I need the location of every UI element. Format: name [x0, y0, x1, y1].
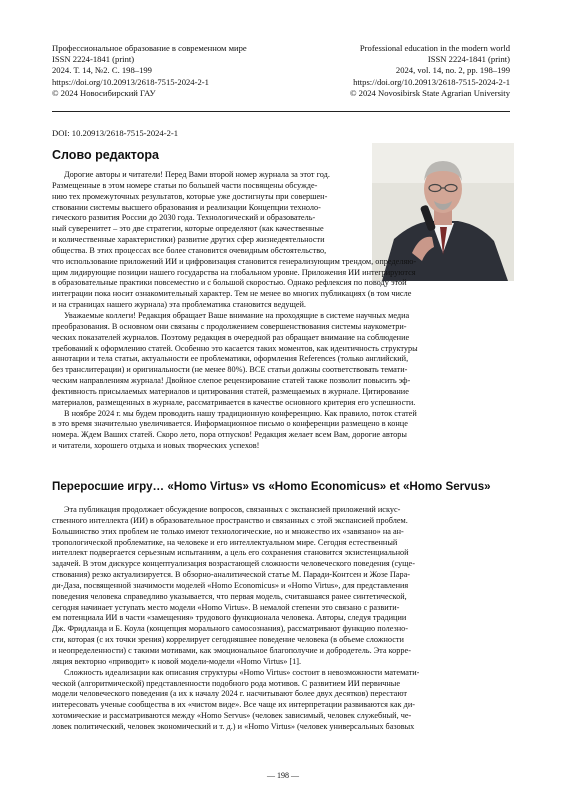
text-line: ственного интеллекта (ИИ) в образовательное пространство и связанных с этой экспансией проблем.	[52, 515, 408, 525]
text-line: преобразования. В основном они связаны с продолжением совершенствования системы наукометри-	[52, 321, 407, 331]
editorial-title: Слово редактора	[52, 148, 159, 162]
text-line: интеграции пока носит ознакомительный характер. Тем не менее во многих публикациях (в том числе	[52, 289, 412, 299]
header-line: ISSN 2224-1841 (print)	[52, 54, 135, 65]
text-line: без транслитерации) и оригинальности (не менее 80%). ВСЕ статьи должны соответствовать темати-	[52, 365, 408, 375]
article-title: Переросшие игру… «Homo Virtus» vs «Homo Economicus» et «Homo Servus»	[52, 480, 491, 493]
text-line: нию тех промежуточных результатов, которые уже достигнуты при совершен-	[52, 191, 328, 201]
text-line: ляция векторно «приводит» к новой модели-модели «Homo Virtus» [1].	[52, 656, 302, 666]
page-number: — 198 —	[267, 771, 299, 780]
journal-header-ru	[52, 43, 247, 99]
text-line: Дж. Фридланда и Б. Коула (концепция морального самосознания), рассматривают функцию полезно-	[52, 624, 409, 634]
text-line: Большинство этих проблем не только имеют технологические, но и множество их «завязано» на ан-	[52, 526, 404, 536]
text-line: ловек политический, человек экономический и т. д.) и «Homo Virtus» (человек универсальных базовых	[52, 721, 415, 731]
text-line: тропологической проблематике, на человеке и его интеллектуальном мире. Сегодня естественный	[52, 537, 398, 547]
text-line: что использование приложений ИИ и цифровизация становится генерализующим трендом, определяю-	[52, 256, 417, 266]
text-line: и количественные характеристики) развитие других сфер жизнедеятельности	[52, 235, 325, 245]
article-body	[52, 505, 419, 733]
text-line: и читатели, хорошего отдыха и новых творческих успехов!	[52, 441, 260, 451]
text-line: Сложность идеализации как описания структуры «Homo Virtus» состоит в невозможности математи-	[64, 667, 420, 677]
text-line: сти, которая (с их точки зрения) коррелирует сегодняшнее поведение человека (в объеме сложности	[52, 635, 404, 645]
text-line: и неопределенности) с такими мотивами, как эмоциональное благополучие и добродетель. Эта корре-	[52, 645, 411, 655]
text-line: требований к оформлению статей. Особенно это касается таких моментов, как идентичность структуры	[52, 343, 418, 353]
header-rule	[52, 111, 510, 112]
text-line: интеллект подвергается серьезным испытаниям, а цель его сохранения становится экзистенциальной	[52, 548, 409, 558]
text-line: Размещенные в этом номере статьи по большей части посвящены обсужде-	[52, 180, 318, 190]
text-line: аннотации и тела статьи, актуальности ее проблематики, оформления References (только английский,	[52, 354, 409, 364]
text-line: фективность присылаемых материалов и цитирования статей, размещаемых в журнале. Цитирование	[52, 386, 409, 396]
header-line: 2024. Т. 14, №2. С. 198–199	[52, 65, 152, 76]
text-line: Дорогие авторы и читатели! Перед Вами второй номер журнала за этот год.	[64, 170, 330, 179]
text-line: ствовании системы высшего образования и реализации Концепции техноло-	[52, 202, 321, 212]
editorial-body	[52, 170, 418, 452]
text-line: в это время значительно увеличивается. Информационное письмо о конференции размещено в конце	[52, 419, 408, 429]
text-line: ный суверенитет – это две стратегии, которые определяют (как качественные	[52, 224, 324, 234]
text-line: ем потенциала ИИ в части «замещения» трудового функционала человека. Авторы, следуя традиции	[52, 613, 407, 623]
text-line: задачей. В этом дискурсе концептуализация возрастающей сложности человеческого поведения (суще-	[52, 559, 415, 569]
header-line: Professional education in the modern world	[359, 43, 510, 53]
text-line: общества. В этих процессах все более становится очевидным обстоятельство,	[52, 245, 327, 255]
text-line: ческой (алгоритмической) представленности подобного рода мотивов. С развитием ИИ первичные	[52, 678, 401, 688]
text-line: ствования) резко актуализируется. В обзорно-аналитической статье М. Паради-Контсен и Жозе Пара-	[52, 570, 410, 580]
text-line: материалов, размещенных в журнале, рассматривается в качестве основного критерия его успешности.	[52, 397, 416, 407]
text-line: ческим направлениям журнала! Двойное слепое рецензирование статей также позволит повысить эф-	[52, 376, 411, 386]
text-line: номера. Ждем Ваших статей. Скоро лето, пора отпусков! Редакция желает всем Вам, дорогие авторы	[52, 430, 407, 440]
text-line: поведения человека справедливо указывается, что первая модель, считавшаяся ранее синтетической,	[52, 591, 407, 601]
text-line: и на страницах нашего журнала) эта проблематика становится ведущей.	[52, 300, 306, 310]
text-line: В ноябре 2024 г. мы будем проводить нашу традиционную конференцию. Как правило, поток статей	[64, 408, 417, 418]
text-line: сегодня начинает уступать место модели «Homo Virtus». В немалой степени это связано с развити-	[52, 602, 400, 612]
text-line: Эта публикация продолжает обсуждение вопросов, связанных с экспансией приложений искус-	[64, 505, 401, 514]
text-line: ческих показателей журналов. Поэтому редакция в очередной раз обращает внимание на соблюдение	[52, 332, 410, 342]
text-line: в образовательные практики повсеместно и с большой скоростью. Однако рефлексия по поводу этой	[52, 278, 407, 288]
header-line: ISSN 2224-1841 (print)	[427, 54, 510, 65]
text-line: Уважаемые коллеги! Редакция обращает Ваше внимание на проходящие в системе научных медиа	[64, 310, 410, 320]
text-line: щим лидирующие позиции нашего государства на глобальном уровне. Приложения ИИ интегрируются	[52, 267, 416, 277]
header-line: 2024, vol. 14, no. 2, pp. 198–199	[395, 65, 510, 76]
header-line: https://doi.org/10.20913/2618-7515-2024-2-1	[52, 76, 209, 87]
text-line: модели человеческого поведения (а их к началу 2024 г. насчитывают более двух десятков) перестают	[52, 689, 407, 699]
doi-line: DOI: 10.20913/2618-7515-2024-2-1	[52, 128, 179, 138]
header-line: Профессиональное образование в современном мире	[52, 43, 247, 53]
text-line: хотомические и рассматриваются между «Homo Servus» (человек зависимый, человек служебный, че-	[52, 711, 412, 721]
header-line: © 2024 Novosibirsk State Agrarian University	[349, 87, 510, 98]
header-line: https://doi.org/10.20913/2618-7515-2024-2-1	[353, 76, 510, 87]
text-line: интересовать ученые сообщества в их «чистом виде». Все чаще их интерпретации развиваются как ди-	[52, 700, 415, 710]
text-line: гического развития России до 2030 года. Технологический и образователь-	[52, 213, 316, 223]
text-line: ди-Даза, посвященной значимости моделей «Homo Economicus» и «Homo Virtus», для представления	[52, 580, 409, 590]
journal-header-en	[350, 43, 510, 99]
header-line: © 2024 Новосибирский ГАУ	[52, 87, 156, 98]
